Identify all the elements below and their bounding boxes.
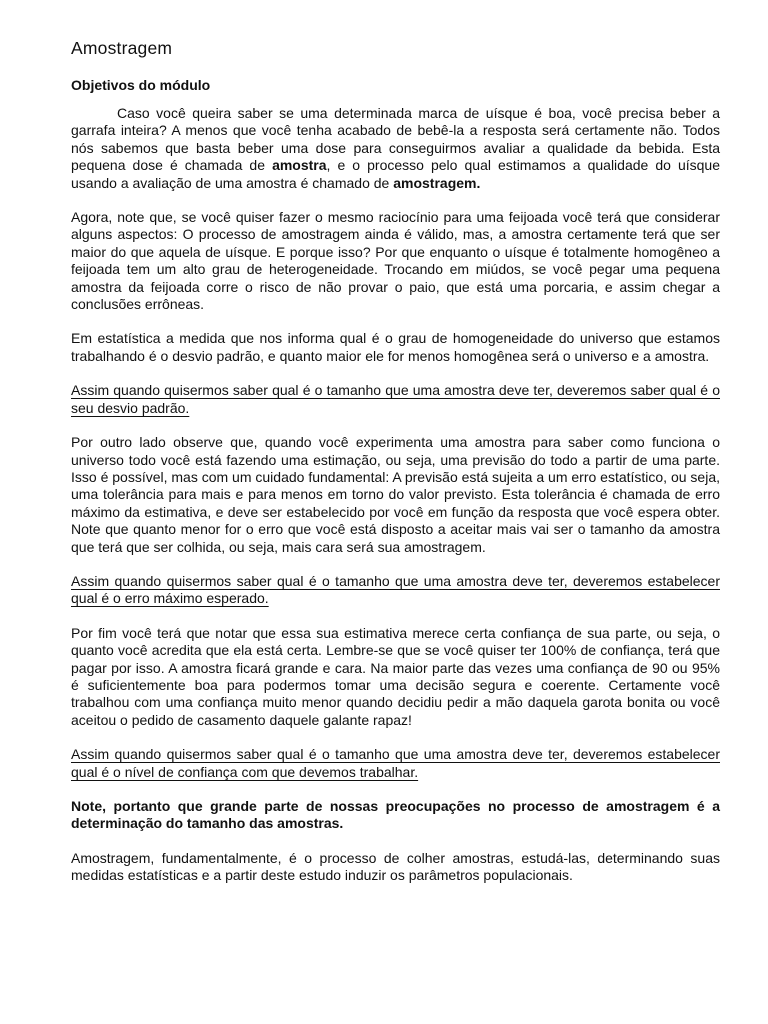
paragraph-confianca: Por fim você terá que notar que essa sua estimativa merece certa confiança de sua parte, ou seja, o quanto você acredita que ela está certa. Lembre-se que se você quiser ter 100% de confiança, terá que pagar por isso. A amostra ficará grande e cara. Na maior parte das vezes uma confiança de 90 ou 95% é suficientemente boa para podermos tomar uma decisão segura e coerente. Certamente você trabalhou com uma confiança muito menor quando decidiu pedir a mão daquela garota bonita ou você aceitou o pedido de casamento daquele galante rapaz! xyxy=(71,624,720,728)
document-title: Amostragem xyxy=(71,38,173,58)
paragraph-desvio-padrao: Em estatística a medida que nos informa qual é o grau de homogeneidade do universo que estamos trabalhando é o desvio padrão, e quanto maior ele for menos homogênea será o universo e a amostra. xyxy=(71,330,720,364)
underlined-text: Assim quando quisermos saber qual é o tamanho que uma amostra deve ter, deveremos saber qual é o seu desvio padrão. xyxy=(71,382,720,416)
paragraph-erro-maximo: Por outro lado observe que, quando você experimenta uma amostra para saber como funciona o universo todo você está fazendo uma estimação, ou seja, uma previsão do todo a partir de uma parte. Isso é possível, mas com um cuidado fundamental: A previsão está sujeita a um erro estatístico, ou seja, uma tolerância para mais e para menos em torno do valor previsto. Esta tolerância é chamada de erro máximo da estimativa, e deve ser estabelecido por você em função da resposta que você espera obter. Note que quanto menor for o erro que você está disposto a aceitar mais vai ser o tamanho da amostra que terá que ser colhida, ou seja, mais cara será sua amostragem. xyxy=(71,434,720,555)
conclusion-erro-maximo xyxy=(71,573,720,608)
underlined-text: Assim quando quisermos saber qual é o tamanho que uma amostra deve ter, deveremos estabelecer qual é o nível de confiança com que devemos trabalhar. xyxy=(71,746,720,780)
conclusion-nivel-confianca xyxy=(71,746,720,781)
conclusion-desvio-padrao xyxy=(71,382,720,417)
paragraph-text: Caso você queira saber se uma determinada marca de uísque é boa, você precisa beber a garrafa inteira? A menos que você tenha acabado de bebê-la a resposta será certamente não. Todos nós sabemos que basta beber uma dose para conseguirmos avaliar a qualidade da bebida. Esta pequena dose é chamada de xyxy=(71,105,720,174)
paragraph-definicao-amostragem: Amostragem, fundamentalmente, é o processo de colher amostras, estudá-las, determinando suas medidas estatísticas e a partir deste estudo induzir os parâmetros populacionais. xyxy=(71,849,720,884)
term-amostra: amostra xyxy=(272,157,327,174)
term-amostragem: amostragem. xyxy=(393,174,481,191)
section-heading: Objetivos do módulo xyxy=(71,77,211,93)
underlined-text: Assim quando quisermos saber qual é o tamanho que uma amostra deve ter, deveremos estabelecer qual é o erro máximo esperado. xyxy=(71,572,720,607)
paragraph-text: , e o processo pelo qual estimamos a qualidade do uísque usando a avaliação de uma amostra é chamado de xyxy=(71,157,721,191)
paragraph-whisky-sample xyxy=(71,105,720,192)
bold-note: Note, portanto que grande parte de nossas preocupações no processo de amostragem é a determinação do tamanho das amostras. xyxy=(71,798,720,832)
paragraph-feijoada: Agora, note que, se você quiser fazer o mesmo raciocínio para uma feijoada você terá que considerar alguns aspectos: O processo de amostragem ainda é válido, mas, a amostra certamente terá que ser maior do que aquela de uísque. E porque isso? Por que enquanto o uísque é totalmente homogêneo a feijoada tem um alto grau de heterogeneidade. Trocando em miúdos, se você pegar uma pequena amostra da feijoada corre o risco de não provar o paio, que está uma porcaria, e assim chegar a conclusões errôneas. xyxy=(71,209,720,313)
